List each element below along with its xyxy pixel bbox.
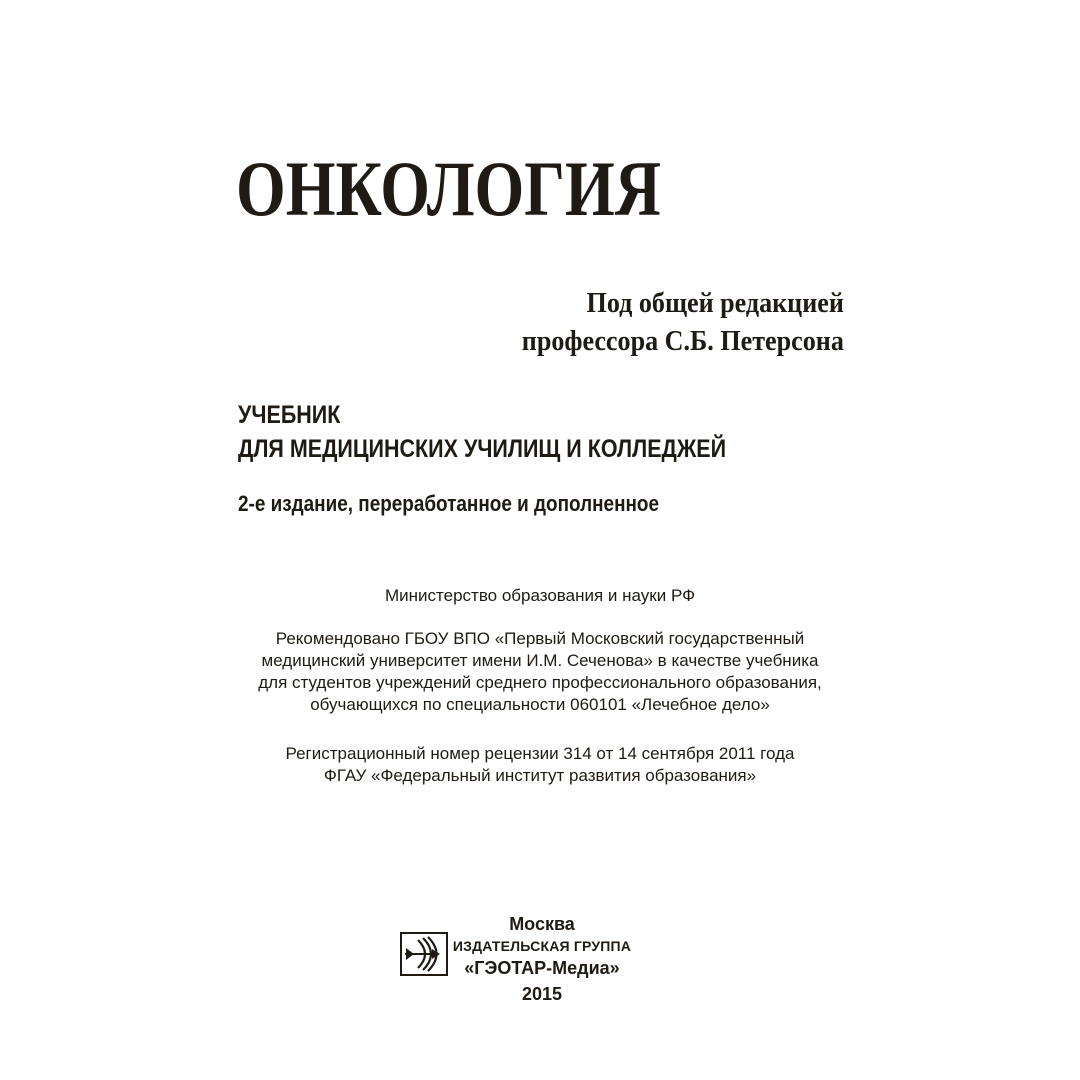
registration-line: Регистрационный номер рецензии 314 от 14 сентября 2011 года	[285, 744, 795, 763]
editor-line-2: профессора С.Б. Петерсона	[521, 325, 844, 357]
ministry-note	[0, 585, 1080, 607]
editor-line-1: Под общей редакцией	[586, 287, 844, 319]
publication-year: 2015	[521, 984, 563, 1004]
publisher-text	[452, 912, 632, 1008]
publisher-imprint	[400, 912, 700, 1012]
publisher-name: «ГЭОТАР-Медиа»	[464, 958, 620, 978]
recommendation-block	[0, 628, 1080, 716]
publisher-group: ИЗДАТЕЛЬСКАЯ ГРУППА	[452, 938, 632, 954]
registration-line: ФГАУ «Федеральный институт развития образования»	[323, 766, 757, 785]
edition-note: 2-е издание, переработанное и дополненное	[238, 491, 660, 516]
publisher-city: Москва	[509, 914, 575, 934]
ministry-line: Министерство образования и науки РФ	[384, 586, 696, 605]
recommendation-line: для студентов учреждений среднего профессионального образования,	[258, 673, 822, 692]
recommendation-line: Рекомендовано ГБОУ ВПО «Первый Московский государственный	[275, 629, 805, 648]
textbook-line-2: ДЛЯ МЕДИЦИНСКИХ УЧИЛИЩ И КОЛЛЕДЖЕЙ	[238, 435, 727, 463]
textbook-designation	[238, 398, 806, 466]
recommendation-line: обучающихся по специальности 060101 «Лечебное дело»	[310, 695, 770, 714]
textbook-line-1: УЧЕБНИК	[238, 401, 341, 429]
geotar-logo-icon	[400, 932, 448, 976]
editor-credit	[486, 284, 844, 360]
registration-block	[0, 743, 1080, 787]
book-title: ОНКОЛОГИЯ	[236, 145, 661, 232]
recommendation-line: медицинский университет имени И.М. Сеченова» в качестве учебника	[261, 651, 819, 670]
